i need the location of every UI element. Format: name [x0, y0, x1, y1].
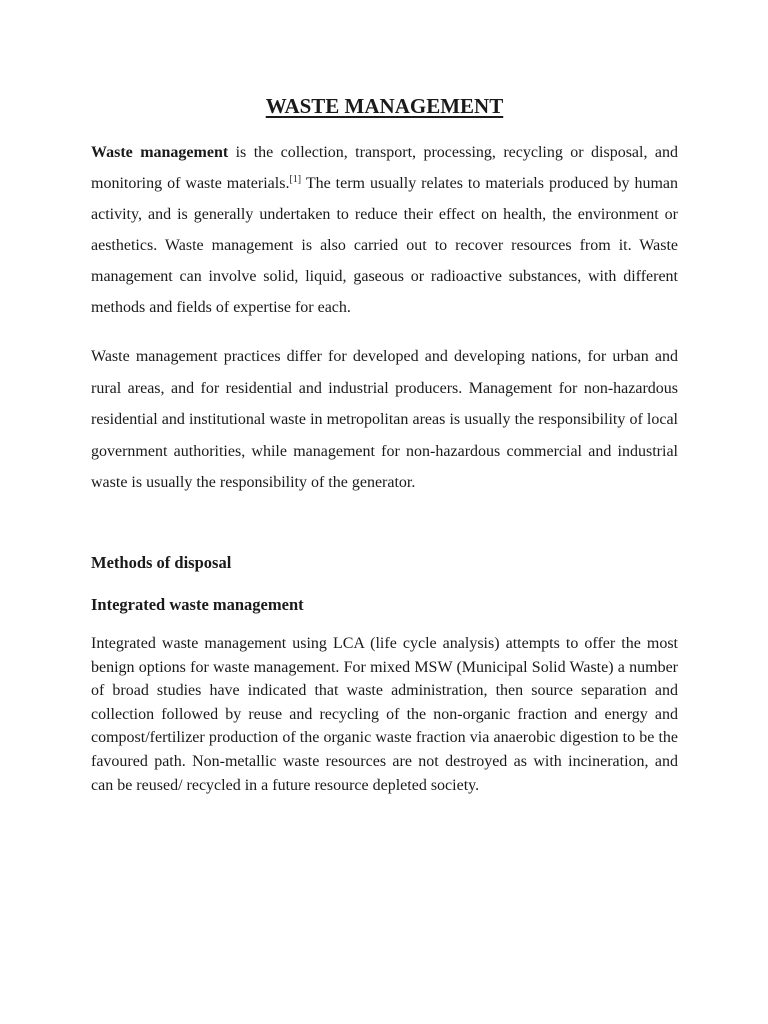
reference-link[interactable]: [1]: [289, 174, 302, 185]
practices-paragraph: Waste management practices differ for developed and developing nations, for urban and rural areas, and for residential and industrial producers. Management for non-hazardous residential and institutional waste in metropolitan areas is usually the responsibility of local government authorities, while management for non-hazardous commercial and industrial waste is usually the responsibility of the generator.: [91, 348, 678, 491]
intro-text-part-1: is the collection, transport, processing, recycling or disposal, and monitoring of waste materials.: [91, 144, 678, 192]
intro-paragraph: [91, 137, 678, 323]
intro-text-part-2: The term usually relates to materials produced by human activity, and is generally undertaken to reduce their effect on health, the environment or aesthetics. Waste management is also carried out to recover resources from it. Waste management can involve solid, liquid, gaseous or radioactive substances, with different methods and fields of expertise for each.: [91, 175, 678, 316]
section-heading-methods: Methods of disposal: [91, 553, 232, 572]
defined-term: Waste management: [91, 144, 229, 161]
page-title: [91, 93, 678, 119]
integrated-paragraph: Integrated waste management using LCA (life cycle analysis) attempts to offer the most benign options for waste management. For mixed MSW (Municipal Solid Waste) a number of broad studies have indicated that waste administration, then source separation and collection followed by reuse and recycling of the non-organic fraction and energy and compost/fertilizer production of the organic waste fraction via anaerobic digestion to be the favoured path. Non-metallic waste resources are not destroyed as with incineration, and can be reused/ recycled in a future resource depleted society.: [91, 635, 678, 794]
subsection-heading-integrated: Integrated waste management: [91, 595, 304, 614]
page-title-text: WASTE MANAGEMENT: [265, 94, 504, 118]
